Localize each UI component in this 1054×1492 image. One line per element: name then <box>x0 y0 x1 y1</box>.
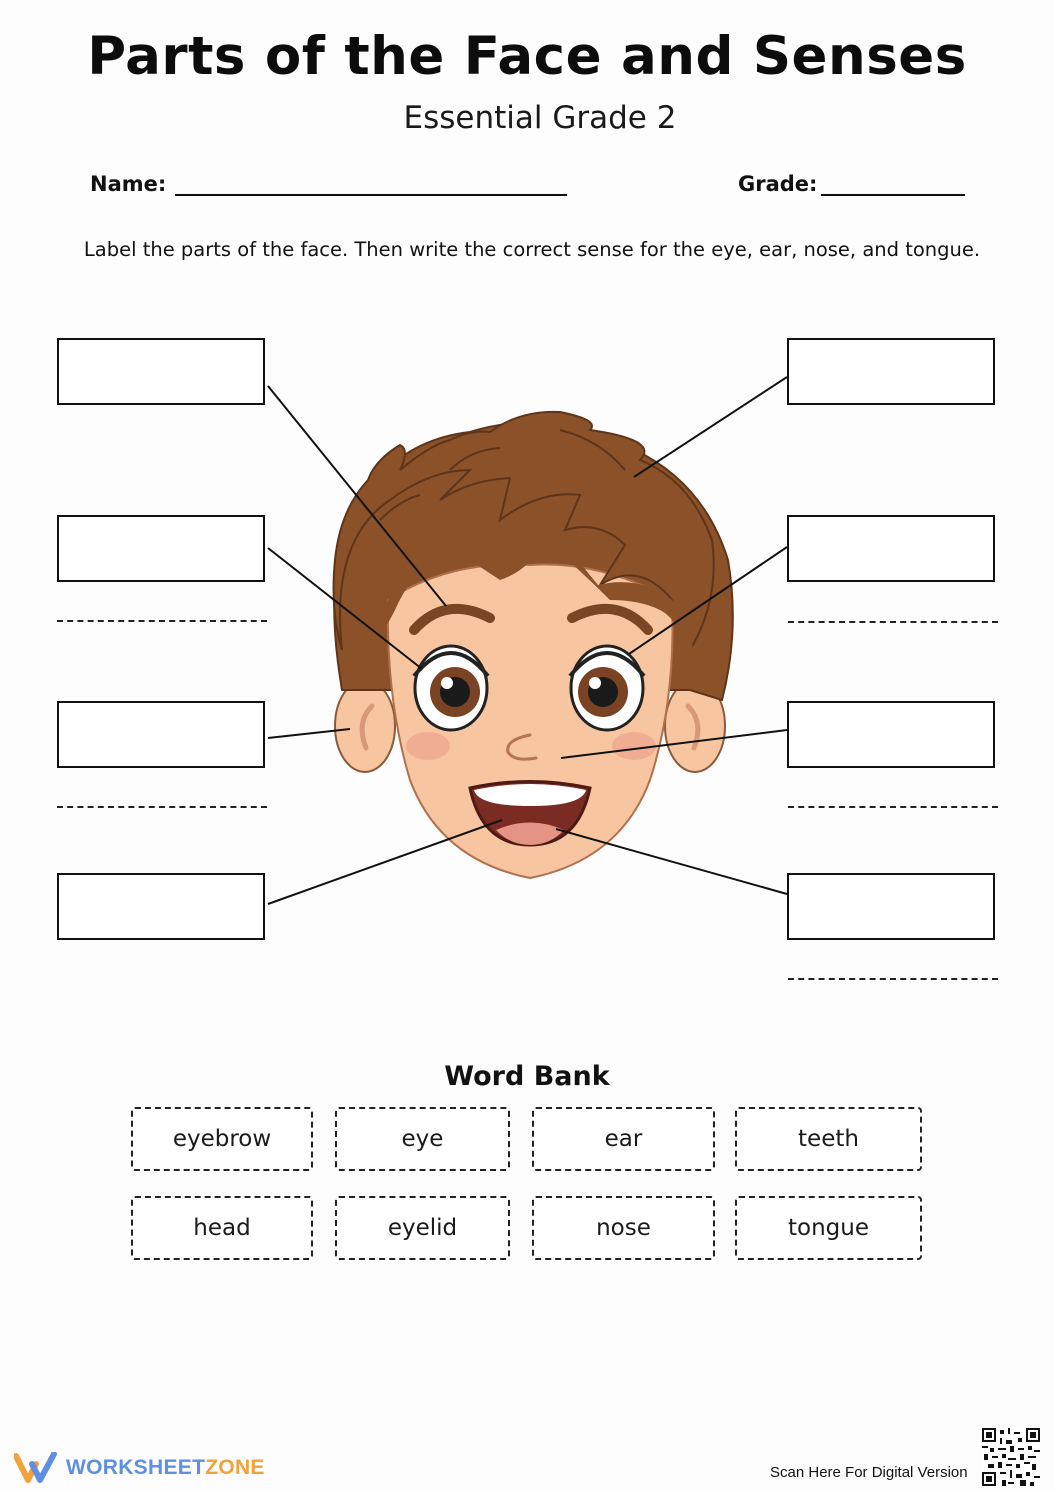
logo-icon <box>14 1452 58 1484</box>
worksheet-subtitle: Essential Grade 2 <box>403 100 677 136</box>
word-bank-item: head <box>131 1196 313 1260</box>
label-box-hair-right[interactable] <box>787 338 995 405</box>
sense-line-left-2[interactable] <box>57 806 267 808</box>
label-box-head-left[interactable] <box>57 338 265 405</box>
qr-code-icon[interactable] <box>982 1428 1040 1486</box>
label-box-mouth-left[interactable] <box>57 873 265 940</box>
word-bank-item: tongue <box>735 1196 922 1260</box>
logo-text-a: WORKSHEET <box>66 1456 206 1479</box>
grade-label: Grade: <box>738 172 818 196</box>
word-bank-item: eye <box>335 1107 510 1171</box>
right-eye <box>570 646 644 730</box>
worksheet-title: Parts of the Face and Senses <box>87 26 967 87</box>
label-box-nose-right[interactable] <box>787 701 995 768</box>
label-box-tongue-right[interactable] <box>787 873 995 940</box>
word-bank-item: eyelid <box>335 1196 510 1260</box>
word-bank-item: nose <box>532 1196 715 1260</box>
name-label: Name: <box>90 172 167 196</box>
left-ear <box>335 680 395 772</box>
scan-text: Scan Here For Digital Version <box>770 1464 968 1481</box>
word-bank-title: Word Bank <box>444 1061 610 1092</box>
word-bank-item: eyebrow <box>131 1107 313 1171</box>
sense-line-left-1[interactable] <box>57 620 267 622</box>
sense-line-right-1[interactable] <box>788 621 998 623</box>
sense-line-right-3[interactable] <box>788 978 998 980</box>
worksheetzone-logo[interactable] <box>14 1452 265 1484</box>
left-eye <box>414 646 488 730</box>
word-bank-item: ear <box>532 1107 715 1171</box>
label-box-ear-left[interactable] <box>57 701 265 768</box>
word-bank-item: teeth <box>735 1107 922 1171</box>
label-box-eye-left[interactable] <box>57 515 265 582</box>
label-box-eye-right[interactable] <box>787 515 995 582</box>
logo-text-b: ZONE <box>205 1456 265 1479</box>
sense-line-right-2[interactable] <box>788 806 998 808</box>
instructions: Label the parts of the face. Then write the correct sense for the eye, ear, nose, and tongue. <box>83 238 981 261</box>
